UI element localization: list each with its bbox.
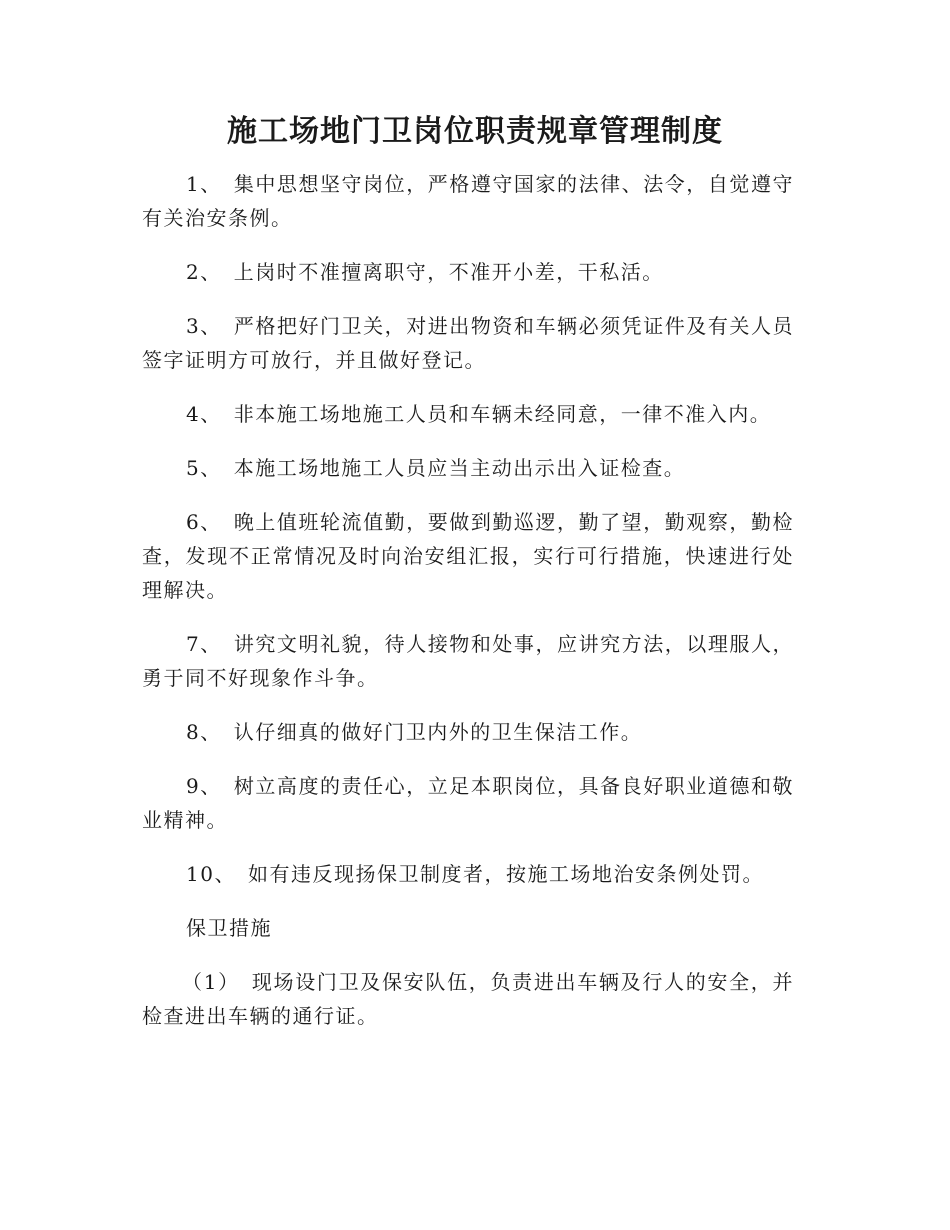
section-heading: 保卫措施 bbox=[186, 916, 272, 940]
document-body bbox=[142, 167, 794, 1053]
rule-text: 树立高度的责任心，立足本职岗位，具备良好职业道德和敬业精神。 bbox=[142, 774, 794, 832]
rule-number: 1、 bbox=[186, 172, 222, 196]
rule-item-2 bbox=[142, 255, 794, 289]
rule-item-5 bbox=[142, 451, 794, 485]
rule-text: 讲究文明礼貌，待人接物和处事，应讲究方法，以理服人，勇于同不好现象作斗争。 bbox=[142, 632, 794, 690]
rule-text: 上岗时不准擅离职守，不准开小差，干私活。 bbox=[233, 260, 664, 284]
rule-number: 5、 bbox=[186, 456, 222, 480]
rule-item-10 bbox=[142, 857, 794, 891]
rule-text: 严格把好门卫关，对进出物资和车辆必须凭证件及有关人员签字证明方可放行，并且做好登记。 bbox=[142, 314, 794, 372]
rule-item-4 bbox=[142, 397, 794, 431]
rule-number: 8、 bbox=[186, 720, 222, 744]
measure-text: 现场设门卫及保安队伍，负责进出车辆及行人的安全，并检查进出车辆的通行证。 bbox=[142, 970, 794, 1028]
rule-item-1 bbox=[142, 167, 794, 235]
rule-item-7 bbox=[142, 627, 794, 695]
rule-item-8 bbox=[142, 715, 794, 749]
rule-number: 4、 bbox=[186, 402, 222, 426]
rule-text: 认仔细真的做好门卫内外的卫生保洁工作。 bbox=[233, 720, 643, 744]
rule-number: 10、 bbox=[186, 862, 236, 886]
rule-text: 非本施工场地施工人员和车辆未经同意，一律不准入内。 bbox=[233, 402, 772, 426]
rule-item-3 bbox=[142, 309, 794, 377]
rule-number: 6、 bbox=[186, 510, 222, 534]
measure-number: （1） bbox=[182, 970, 240, 994]
rule-number: 7、 bbox=[186, 632, 222, 656]
rule-text: 本施工场地施工人员应当主动出示出入证检查。 bbox=[233, 456, 686, 480]
rule-number: 2、 bbox=[186, 260, 222, 284]
rule-item-9 bbox=[142, 769, 794, 837]
rule-number: 9、 bbox=[186, 774, 222, 798]
document-title: 施工场地门卫岗位职责规章管理制度 bbox=[227, 114, 723, 149]
rule-text: 如有违反现扬保卫制度者，按施工场地治安条例处罚。 bbox=[247, 862, 764, 886]
rule-text: 集中思想坚守岗位，严格遵守国家的法律、法令，自觉遵守有关治安条例。 bbox=[142, 172, 794, 230]
measure-item-1 bbox=[142, 965, 794, 1033]
rule-text: 晚上值班轮流值勤，要做到勤巡逻，勤了望，勤观察，勤检查，发现不正常情况及时向治安组汇报，实行可行措施，快速进行处理解决。 bbox=[142, 510, 794, 602]
rule-number: 3、 bbox=[186, 314, 222, 338]
rule-item-6 bbox=[142, 505, 794, 607]
